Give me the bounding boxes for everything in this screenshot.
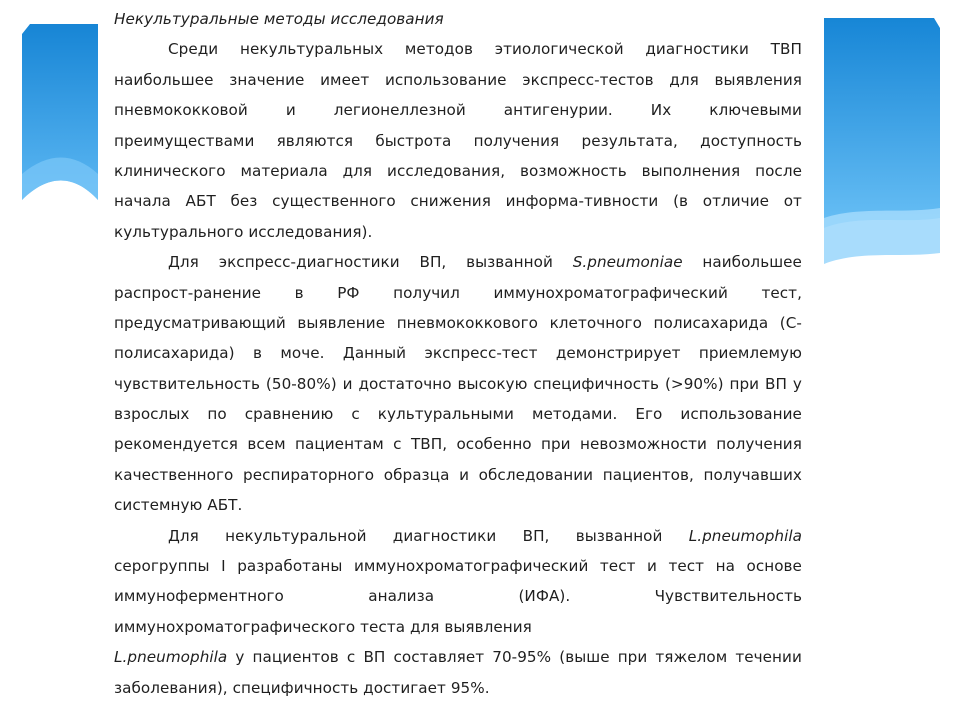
word: пневмококкового [396, 313, 538, 332]
blue-ribbon-decoration-right [824, 18, 940, 268]
word: течении [735, 648, 802, 667]
word: теста [360, 617, 410, 636]
text-line [114, 429, 802, 459]
word: с [351, 405, 360, 424]
word: 70-95% [492, 648, 552, 667]
word: тест, [761, 283, 802, 302]
word: Для [168, 253, 199, 272]
word: исследования). [248, 222, 373, 241]
word: культуральными [377, 405, 514, 424]
text-line [114, 308, 802, 338]
word: снижения [410, 192, 491, 211]
word: пациентов [252, 648, 339, 667]
document-body [114, 4, 802, 703]
word: результата, [581, 131, 678, 150]
word: этиологической [494, 40, 624, 59]
text-line [114, 460, 802, 490]
word: получавших [703, 465, 802, 484]
word: основе [746, 557, 802, 576]
word: в [294, 283, 304, 302]
word: отличие [702, 192, 770, 211]
text-line [114, 369, 802, 399]
text-line [114, 399, 802, 429]
word: наибольшее [114, 70, 214, 89]
word: (>90%) [664, 374, 724, 393]
word: Чувствительность [654, 587, 802, 606]
text-line [114, 642, 802, 672]
word: диагностики [392, 526, 497, 545]
word: использование [384, 70, 507, 89]
word: приемлемую [698, 344, 802, 363]
word: серогруппы [114, 557, 210, 576]
text-line [114, 65, 802, 95]
word: (в [673, 192, 689, 211]
word: тяжелом [655, 648, 728, 667]
word: на [715, 557, 735, 576]
word: существенного [272, 192, 396, 211]
word: получения [716, 435, 802, 454]
text-line [114, 95, 802, 125]
word: тест [599, 557, 636, 576]
word: полисахарида [653, 313, 769, 332]
word: (выше [559, 648, 610, 667]
text-line [114, 581, 802, 611]
word: 95%. [450, 678, 490, 697]
word: при [617, 648, 648, 667]
word: в [253, 344, 263, 363]
text-line [114, 521, 802, 551]
word: при [541, 435, 571, 454]
word: преимуществами [114, 131, 255, 150]
word: иммуноферментного [114, 587, 284, 606]
word: без [230, 192, 258, 211]
word: доступность [700, 131, 802, 150]
word: и [459, 465, 470, 484]
word: I [221, 557, 226, 576]
word: некультуральных [239, 40, 384, 59]
word: S.pneumoniae [572, 253, 683, 272]
word: и [285, 101, 296, 120]
word: для [342, 161, 373, 180]
word: иммунохроматографический [353, 557, 589, 576]
word: Его [635, 405, 663, 424]
word: чувствительность [114, 374, 260, 393]
word: выявления [714, 70, 802, 89]
word: для [669, 70, 699, 89]
word: Их [650, 101, 672, 120]
word: и [342, 374, 353, 393]
word: образца [383, 465, 450, 484]
word: пациентам [295, 435, 384, 454]
word: информа-тивности [505, 192, 659, 211]
text-line [114, 156, 802, 186]
word: диагностики [645, 40, 749, 59]
word: взрослых [114, 405, 190, 424]
word: L.pneumophila [114, 648, 228, 667]
word: выполнения [641, 161, 741, 180]
word: иммунохроматографического [114, 617, 361, 636]
word: особенно [456, 435, 532, 454]
word: использование [680, 405, 802, 424]
word: у [235, 648, 245, 667]
word: предусматривающий [114, 313, 286, 332]
paragraph-lines [114, 34, 802, 703]
word: составляет [393, 648, 485, 667]
word: разработаны [237, 557, 343, 576]
word: экспресс-тестов [522, 70, 654, 89]
word: значение [229, 70, 305, 89]
word: АБТ [185, 192, 216, 211]
text-line [114, 186, 802, 216]
word: получил [393, 283, 460, 302]
text-line [114, 490, 802, 520]
word: ключевыми [709, 101, 802, 120]
word: после [755, 161, 802, 180]
text-line [114, 126, 802, 156]
word: выявления [444, 617, 532, 636]
word: методами. [532, 405, 618, 424]
word: системную [114, 496, 208, 515]
text-line [114, 612, 802, 642]
word: ВП [363, 648, 386, 667]
word: РФ [337, 283, 360, 302]
text-line [114, 278, 802, 308]
text-line [114, 247, 802, 277]
word: Данный [342, 344, 407, 363]
word: полисахарида) [114, 344, 235, 363]
word: вызванной [466, 253, 553, 272]
text-line [114, 338, 802, 368]
word: АБТ. [207, 496, 243, 515]
word: ВП, [522, 526, 550, 545]
word: экспресс-диагностики [218, 253, 400, 272]
word: ТВП, [410, 435, 448, 454]
word: Среди [168, 40, 219, 59]
word: наибольшее [702, 253, 802, 272]
word: ВП, [419, 253, 447, 272]
word: всем [247, 435, 286, 454]
word: пневмококковой [114, 101, 248, 120]
word: (С- [779, 313, 802, 332]
word: специфичность [533, 374, 660, 393]
word: клеточного [549, 313, 642, 332]
text-line [114, 34, 802, 64]
word: качественного [114, 465, 234, 484]
word: возможность [520, 161, 627, 180]
word: обследовании [478, 465, 594, 484]
word: по [207, 405, 227, 424]
word: начала [114, 192, 171, 211]
word: антигенурии. [503, 101, 613, 120]
word: достигает [363, 678, 451, 697]
word: респираторного [243, 465, 375, 484]
word: культурального [114, 222, 249, 241]
word: получения [473, 131, 560, 150]
word: от [783, 192, 802, 211]
word: некультуральной [225, 526, 367, 545]
word: для [409, 617, 445, 636]
word: иммунохроматографический [493, 283, 728, 302]
word: высокую [457, 374, 528, 393]
word: L.pneumophila [688, 526, 802, 545]
word: ТВП [770, 40, 802, 59]
word: с [346, 648, 356, 667]
word: (50-80%) [265, 374, 337, 393]
word: Для [168, 526, 199, 545]
word: сравнению [244, 405, 334, 424]
word: специфичность [232, 678, 364, 697]
word: быстрота [375, 131, 452, 150]
word: рекомендуется [114, 435, 238, 454]
blue-ribbon-decoration-left [22, 24, 98, 200]
word: являются [276, 131, 354, 150]
word: экспресс-тест [424, 344, 538, 363]
document-title: Некультуральные методы исследования [114, 10, 444, 28]
word: с [393, 435, 402, 454]
word: моче. [280, 344, 325, 363]
word: методов [404, 40, 473, 59]
word: имеет [320, 70, 370, 89]
word: при [729, 374, 760, 393]
text-line [114, 217, 802, 247]
word: распрост-ранение [114, 283, 262, 302]
word: материала [240, 161, 328, 180]
word: тест [668, 557, 705, 576]
text-line [114, 551, 802, 581]
word: и [647, 557, 657, 576]
word: невозможности [579, 435, 707, 454]
word: анализа [368, 587, 435, 606]
word: достаточно [358, 374, 452, 393]
word: у [792, 374, 802, 393]
word: демонстрирует [555, 344, 681, 363]
word: вызванной [575, 526, 663, 545]
word: пациентов, [602, 465, 694, 484]
word: клинического [114, 161, 226, 180]
word: исследования, [387, 161, 506, 180]
word: легионеллезной [333, 101, 466, 120]
text-line [114, 673, 802, 703]
word: ВП [765, 374, 787, 393]
word: выявление [297, 313, 386, 332]
word: (ИФА). [518, 587, 571, 606]
word: заболевания), [114, 678, 233, 697]
